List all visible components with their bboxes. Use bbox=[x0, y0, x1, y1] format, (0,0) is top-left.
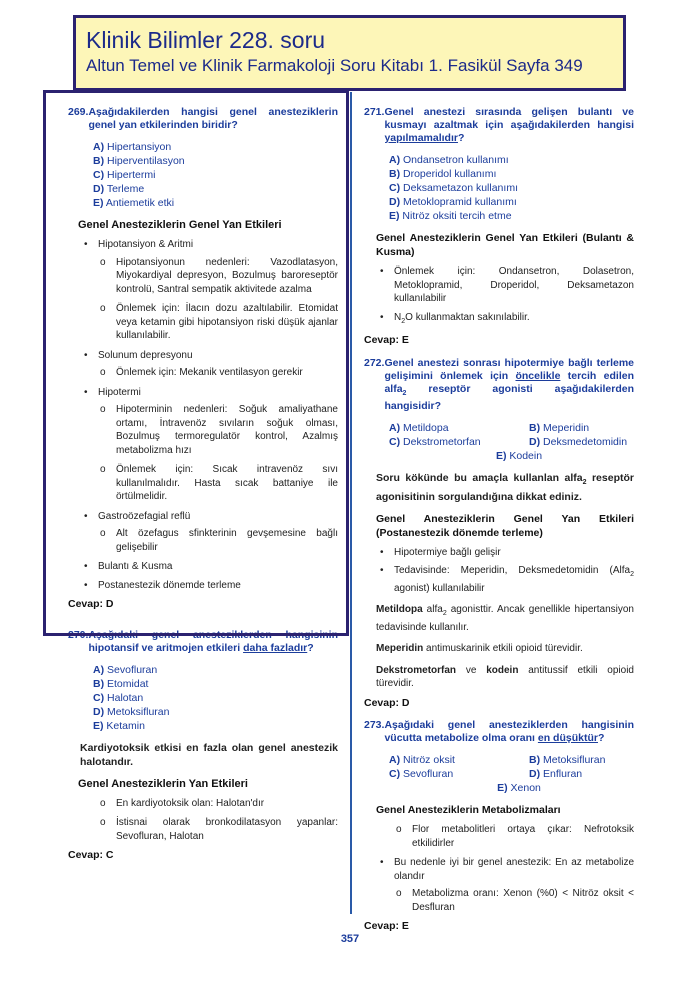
list-subitem: o Önlemek için: Mekanik ventilasyon gerekir bbox=[100, 366, 338, 380]
explanation-note: Kardiyotoksik etkisi en fazla olan genel anestezik halotandır. bbox=[80, 741, 338, 768]
option-b[interactable]: B) Etomidat bbox=[93, 677, 149, 690]
list-item: • Gastroözefagial reflü bbox=[78, 510, 338, 524]
list-subitem: o İstisnai olarak bronkodilatasyon yapanlar: Sevofluran, Halotan bbox=[100, 816, 338, 843]
question-text: Genel anestezi sırasında gelişen bulantı ve kusmayı azaltmak için aşağıdakilerden hangisi yapılmamalıdır? bbox=[384, 106, 634, 144]
answer-269: Cevap: D bbox=[68, 598, 114, 610]
question-273 bbox=[364, 719, 634, 745]
banner-subtitle: Altun Temel ve Klinik Farmakoloji Soru Kitabı 1. Fasikül Sayfa 349 bbox=[86, 56, 583, 75]
options-269 bbox=[93, 140, 338, 210]
list-item: • $N_2O$ kullanmaktan sakınılabilir. bbox=[374, 311, 634, 329]
list-subitem: o Önlemek için: İlacın dozu azaltılabilir. Etomidat veya ketamin gibi hipotansiyon riski düşük ajanlar kullanılabilir. bbox=[100, 302, 338, 343]
drug-note-dekstrometorfan: Dekstrometorfan ve kodein antitussif etkili opioid türevidir. bbox=[376, 664, 634, 690]
option-a[interactable]: A) Metildopa bbox=[389, 421, 449, 434]
list-subitem: o Hipoterminin nedenleri: Soğuk amaliyathane ortamı, İntravenöz sıvıların soğuk olması, Bozulmuş termoregulatör kontrol, Azalmış metabolizma hızı bbox=[100, 403, 338, 457]
list-subitem: o Flor metabolitleri ortaya çıkar: Nefrotoksik etkilidirler bbox=[396, 823, 634, 850]
question-number: 272. bbox=[364, 356, 385, 369]
page-number: 357 bbox=[340, 933, 360, 945]
option-a[interactable]: A) Hipertansiyon bbox=[93, 141, 172, 153]
list-item: • Postanestezik dönemde terleme bbox=[78, 579, 338, 593]
side-effects-list bbox=[68, 797, 338, 844]
answer-270: Cevap: C bbox=[68, 849, 114, 861]
column-divider bbox=[350, 92, 352, 914]
question-number: 271. bbox=[364, 106, 385, 118]
option-c[interactable]: C) Deksametazon kullanımı bbox=[389, 182, 518, 194]
option-e[interactable]: E) Kodein bbox=[495, 449, 543, 462]
list-item: • Hipotermi bbox=[78, 386, 338, 400]
section-heading: Genel Anesteziklerin Yan Etkileri bbox=[78, 777, 248, 790]
answer-273: Cevap: E bbox=[364, 920, 409, 933]
sweating-list bbox=[364, 546, 634, 596]
section-heading: Genel Anesteziklerin Genel Yan Etkileri bbox=[78, 219, 282, 231]
question-269 bbox=[68, 106, 338, 132]
question-271 bbox=[364, 106, 634, 145]
list-subitem: o Hipotansiyonun nedenleri: Vazodlatasyon, Miyokardiyal depresyon, Bozulmuş baroreseptör kontrolü, Santral sempatik aktivitede azalma bbox=[100, 256, 338, 297]
answer-272: Cevap: D bbox=[364, 696, 410, 709]
question-text: Aşağıdaki genel anesteziklerden hangisinin vücutta metabolize olma oranı en düşüktür? bbox=[384, 719, 634, 745]
option-b[interactable]: B) Metoksifluran bbox=[529, 754, 606, 767]
question-text: Genel anestezi sonrası hipotermiye bağlı terleme gelişimini önlemek için öncelikle tercih edilen alfa$_2$ reseptör agonisti aşağıdakilerden hangisidir? bbox=[384, 356, 634, 412]
option-d[interactable]: D) Deksmedetomidin bbox=[529, 435, 628, 448]
drug-note-meperidin: Meperidin antimuskarinik etkili opioid türevidir. bbox=[376, 643, 583, 655]
list-item: • Solunum depresyonu bbox=[78, 349, 338, 363]
options-273 bbox=[389, 753, 634, 795]
list-item: • Önlemek için: Ondansetron, Dolasetron, Metoklopramid, Droperidol, Deksametazon kullanılabilir bbox=[374, 265, 634, 306]
option-e[interactable]: E) Ketamin bbox=[93, 719, 145, 732]
options-271 bbox=[389, 153, 634, 223]
option-d[interactable]: D) Enfluran bbox=[529, 768, 583, 781]
question-text: Aşağıdakilerden hangisi genel anesteziklerin genel yan etkilerinden biridir? bbox=[88, 106, 338, 131]
list-item: • Tedavisinde: Meperidin, Deksmedetomidin (Alfa$_2$ agonist) kullanılabilir bbox=[374, 564, 634, 595]
question-number: 270. bbox=[68, 628, 89, 641]
metabolism-list bbox=[364, 823, 634, 914]
header-banner bbox=[73, 15, 626, 91]
drug-note-metildopa: Metildopa alfa$_2$ agonisttir. Ancak genellikle hipertansiyon tedavisinde kullanılır. bbox=[376, 604, 634, 633]
list-subitem: o Metabolizma oranı: Xenon (%0) < Nitröz oksit < Desfluran bbox=[396, 887, 634, 914]
question-number: 269. bbox=[68, 106, 89, 118]
right-column bbox=[364, 106, 634, 934]
banner-title: Klinik Bilimler 228. soru bbox=[86, 27, 326, 53]
option-a[interactable]: A) Nitröz oksit bbox=[389, 754, 455, 767]
left-column bbox=[68, 106, 338, 863]
list-item: • Bu nedenle iyi bir genel anestezik: En az metabolize olandır bbox=[374, 856, 634, 883]
nausea-list bbox=[364, 265, 634, 328]
option-d[interactable]: D) Metoksifluran bbox=[93, 705, 170, 718]
section-heading: Genel Anesteziklerin Metabolizmaları bbox=[376, 804, 561, 817]
list-item: • Bulantı & Kusma bbox=[78, 560, 338, 574]
answer-271: Cevap: E bbox=[364, 334, 409, 346]
question-text: Aşağıdaki genel anesteziklerden hangisinin hipotansif ve aritmojen etkileri daha fazladır? bbox=[88, 628, 338, 654]
option-e[interactable]: E) Nitröz oksiti tercih etme bbox=[389, 210, 512, 222]
section-heading: Genel Anesteziklerin Genel Yan Etkileri (Bulantı & Kusma) bbox=[376, 232, 634, 258]
section-heading: Genel Anesteziklerin Genel Yan Etkileri (Postanestezik dönemde terleme) bbox=[376, 512, 634, 539]
option-c[interactable]: C) Dekstrometorfan bbox=[389, 435, 481, 448]
list-subitem: o Alt özefagus sfinkterinin gevşemesine bağlı gelişebilir bbox=[100, 527, 338, 554]
option-c[interactable]: C) Sevofluran bbox=[389, 768, 454, 781]
option-c[interactable]: C) Hipertermi bbox=[93, 169, 156, 181]
option-e[interactable]: E) Antiemetik etki bbox=[93, 197, 175, 209]
option-c[interactable]: C) Halotan bbox=[93, 691, 144, 704]
explanation-note: Soru kökünde bu amaçla kullanlan alfa$_2$ reseptör agonisitinin sorgulandığına dikkat ediniz. bbox=[376, 471, 634, 503]
option-a[interactable]: A) Ondansetron kullanımı bbox=[389, 154, 509, 166]
list-item: • Hipotermiye bağlı gelişir bbox=[374, 546, 634, 560]
option-b[interactable]: B) Hiperventilasyon bbox=[93, 155, 185, 167]
question-272 bbox=[364, 357, 634, 413]
option-a[interactable]: A) Sevofluran bbox=[93, 663, 158, 676]
list-subitem: o Önlemek için: Sıcak intravenöz sıvı kullanılmalıdır. Hasta sıcak battaniye ile örtülmelidir. bbox=[100, 463, 338, 504]
option-b[interactable]: B) Meperidin bbox=[529, 421, 590, 434]
list-item: • Hipotansiyon & Aritmi bbox=[78, 238, 338, 252]
list-subitem: o En kardiyotoksik olan: Halotan'dır bbox=[100, 797, 338, 811]
option-d[interactable]: D) Terleme bbox=[93, 183, 145, 195]
option-e[interactable]: E) Xenon bbox=[497, 782, 541, 795]
option-d[interactable]: D) Metoklopramid kullanımı bbox=[389, 196, 517, 208]
question-number: 273. bbox=[364, 719, 385, 732]
question-270 bbox=[68, 629, 338, 655]
options-270 bbox=[93, 663, 338, 733]
option-b[interactable]: B) Droperidol kullanımı bbox=[389, 168, 497, 180]
options-272 bbox=[389, 421, 634, 463]
side-effects-list bbox=[68, 238, 338, 592]
